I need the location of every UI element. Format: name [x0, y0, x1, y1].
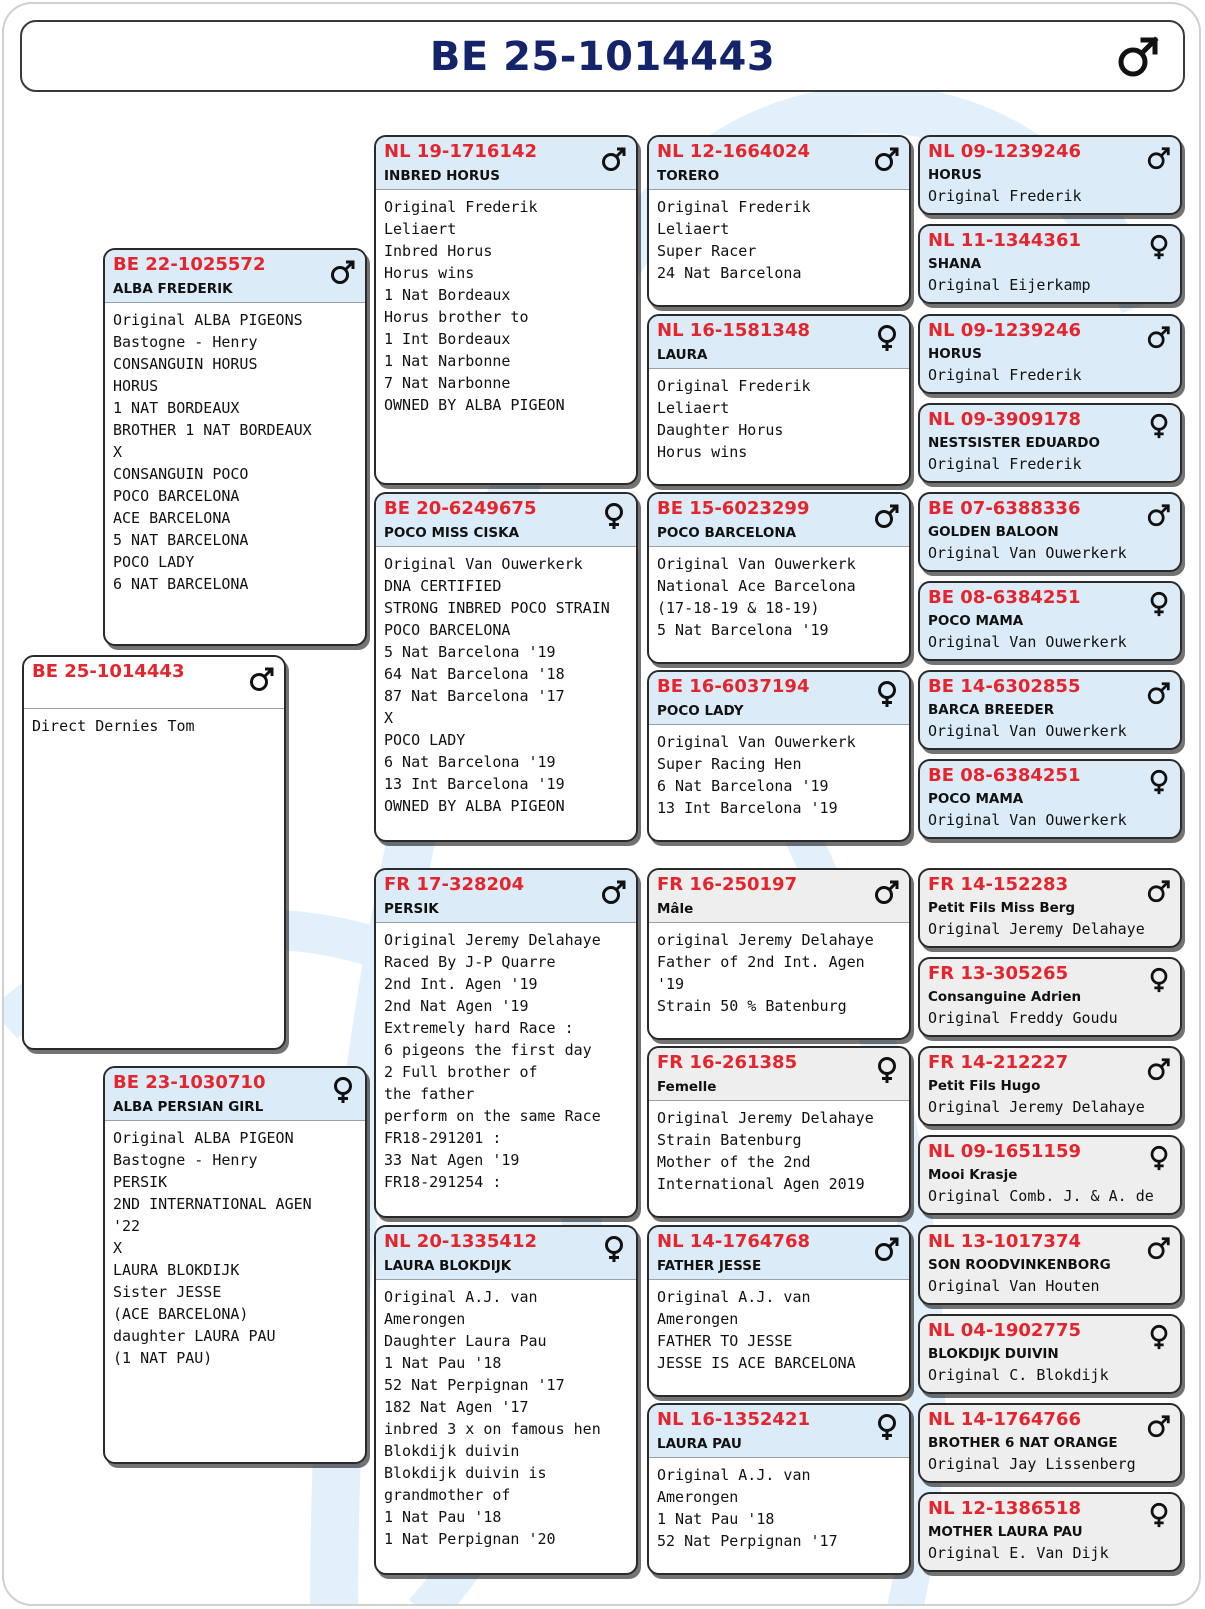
- pigeon-card[interactable]: [103, 248, 367, 646]
- pigeon-card-small[interactable]: [918, 581, 1182, 661]
- ring-number: FR 14-212227: [928, 1052, 1069, 1073]
- note-line: 6 pigeons the first day: [384, 1041, 592, 1059]
- note-line: 7 Nat Narbonne: [384, 374, 511, 392]
- female-symbol-icon: [1146, 967, 1172, 993]
- male-symbol-icon: [1146, 1235, 1172, 1261]
- note-line: POCO LADY: [113, 553, 195, 571]
- female-symbol-icon: [1146, 1145, 1172, 1171]
- note-line: perform on the same Race: [384, 1107, 601, 1125]
- pigeon-name: HORUS: [928, 346, 982, 362]
- male-symbol-icon: [248, 665, 276, 693]
- female-symbol-icon: [1146, 234, 1172, 260]
- card-header: [649, 672, 909, 725]
- pigeon-notes: [376, 190, 636, 416]
- pigeon-note: Original Jeremy Delahaye: [928, 920, 1145, 938]
- note-line: Direct Dernies Tom: [32, 717, 195, 735]
- ring-number: BE 20-6249675: [384, 498, 537, 519]
- note-line: 1 Nat Pau '18: [384, 1508, 502, 1526]
- note-line: Bastogne - Henry: [113, 1151, 258, 1169]
- note-line: 87 Nat Barcelona '17: [384, 687, 565, 705]
- male-symbol-icon: [1146, 502, 1172, 528]
- pigeon-name: Mâle: [657, 901, 694, 917]
- note-line: LAURA BLOKDIJK: [113, 1261, 240, 1279]
- note-line: Original ALBA PIGEON: [113, 1129, 294, 1147]
- pigeon-name: POCO BARCELONA: [657, 525, 797, 541]
- note-line: 13 Int Barcelona '19: [384, 775, 565, 793]
- pigeon-note: Original Frederik: [928, 455, 1082, 473]
- note-line: HORUS: [113, 377, 159, 395]
- pigeon-note: Original Jeremy Delahaye: [928, 1098, 1145, 1116]
- note-line: (ACE BARCELONA): [113, 1305, 249, 1323]
- pigeon-name: PERSIK: [384, 901, 439, 917]
- pigeon-note: Original C. Blokdijk: [928, 1366, 1109, 1384]
- female-symbol-icon: [1146, 1502, 1172, 1528]
- note-line: 33 Nat Agen '19: [384, 1151, 520, 1169]
- male-symbol-icon: [1146, 145, 1172, 171]
- female-symbol-icon: [600, 502, 628, 530]
- pigeon-name: GOLDEN BALOON: [928, 524, 1059, 540]
- pigeon-card[interactable]: [647, 670, 911, 842]
- note-line: STRONG INBRED POCO STRAIN: [384, 599, 610, 617]
- card-header: [649, 1405, 909, 1458]
- note-line: Super Racing Hen: [657, 755, 802, 773]
- pigeon-card[interactable]: [647, 1403, 911, 1575]
- note-line: 1 Int Bordeaux: [384, 330, 511, 348]
- ring-number: NL 11-1344361: [928, 230, 1081, 251]
- note-line: 2 Full brother of: [384, 1063, 538, 1081]
- pigeon-card-small[interactable]: [918, 1046, 1182, 1126]
- male-symbol-icon: [1146, 1056, 1172, 1082]
- pigeon-name: LAURA PAU: [657, 1436, 742, 1452]
- note-line: '22: [113, 1217, 141, 1235]
- note-line: Amerongen: [384, 1310, 466, 1328]
- female-symbol-icon: [873, 324, 901, 352]
- female-symbol-icon: [873, 680, 901, 708]
- pigeon-name: BROTHER 6 NAT ORANGE: [928, 1435, 1118, 1451]
- pigeon-notes: [649, 1280, 909, 1374]
- pigeon-notes: [649, 369, 909, 463]
- pigeon-card-small[interactable]: [918, 1314, 1182, 1394]
- male-symbol-icon: [873, 502, 901, 530]
- pigeon-note: Original Van Houten: [928, 1277, 1100, 1295]
- female-symbol-icon: [1146, 769, 1172, 795]
- note-line: FATHER TO JESSE: [657, 1332, 793, 1350]
- ring-number: BE 08-6384251: [928, 765, 1081, 786]
- note-line: JESSE IS ACE BARCELONA: [657, 1354, 856, 1372]
- note-line: Horus wins: [384, 264, 475, 282]
- pigeon-note: Original Jay Lissenberg: [928, 1455, 1136, 1473]
- ring-number: NL 12-1664024: [657, 141, 810, 162]
- note-line: (17-18-19 & 18-19): [657, 599, 820, 617]
- card-header: [649, 494, 909, 547]
- ring-number: BE 15-6023299: [657, 498, 810, 519]
- note-line: 6 NAT BARCELONA: [113, 575, 249, 593]
- pigeon-name: TORERO: [657, 168, 720, 184]
- male-symbol-icon: [600, 145, 628, 173]
- pigeon-notes: [649, 1458, 909, 1552]
- male-symbol-icon: [1115, 34, 1161, 80]
- pigeon-name: LAURA BLOKDIJK: [384, 1258, 512, 1274]
- note-line: Super Racer: [657, 242, 757, 260]
- pigeon-card[interactable]: [22, 655, 286, 1050]
- female-symbol-icon: [1146, 591, 1172, 617]
- note-line: Bastogne - Henry: [113, 333, 258, 351]
- pigeon-name: ALBA FREDERIK: [113, 281, 233, 297]
- note-line: 6 Nat Barcelona '19: [657, 777, 829, 795]
- pigeon-name: FATHER JESSE: [657, 1258, 762, 1274]
- pigeon-note: Original Freddy Goudu: [928, 1009, 1118, 1027]
- pigeon-name: NESTSISTER EDUARDO: [928, 435, 1100, 451]
- note-line: DNA CERTIFIED: [384, 577, 502, 595]
- ring-number: NL 19-1716142: [384, 141, 537, 162]
- pigeon-note: Original Frederik: [928, 187, 1082, 205]
- note-line: 52 Nat Perpignan '17: [384, 1376, 565, 1394]
- pigeon-note: Original E. Van Dijk: [928, 1544, 1109, 1562]
- ring-number: NL 14-1764768: [657, 1231, 810, 1252]
- pigeon-notes: [376, 923, 636, 1193]
- card-header: [376, 494, 636, 547]
- note-line: Amerongen: [657, 1310, 739, 1328]
- note-line: POCO BARCELONA: [384, 621, 511, 639]
- pigeon-card[interactable]: [374, 135, 638, 485]
- pigeon-note: Original Van Ouwerkerk: [928, 722, 1127, 740]
- note-line: Original A.J. van: [657, 1466, 811, 1484]
- female-symbol-icon: [1146, 413, 1172, 439]
- ring-number: BE 14-6302855: [928, 676, 1081, 697]
- pigeon-card-small[interactable]: [918, 868, 1182, 948]
- pigeon-name: POCO MAMA: [928, 613, 1024, 629]
- pigeon-card-small[interactable]: [918, 759, 1182, 839]
- male-symbol-icon: [329, 258, 357, 286]
- pigeon-card-small[interactable]: [918, 492, 1182, 572]
- pigeon-card[interactable]: [647, 135, 911, 307]
- ring-number: NL 04-1902775: [928, 1320, 1081, 1341]
- pigeon-card[interactable]: [647, 1046, 911, 1218]
- note-line: Raced By J-P Quarre: [384, 953, 556, 971]
- note-line: OWNED BY ALBA PIGEON: [384, 396, 565, 414]
- note-line: 1 Nat Perpignan '20: [384, 1530, 556, 1548]
- pigeon-notes: [24, 709, 284, 737]
- note-line: 24 Nat Barcelona: [657, 264, 802, 282]
- female-symbol-icon: [1146, 1324, 1172, 1350]
- card-header: [105, 250, 365, 303]
- note-line: PERSIK: [113, 1173, 168, 1191]
- pigeon-notes: [649, 547, 909, 641]
- note-line: National Ace Barcelona: [657, 577, 856, 595]
- pigeon-name: Petit Fils Miss Berg: [928, 900, 1076, 916]
- pigeon-name: SON ROODVINKENBORG: [928, 1257, 1111, 1273]
- pigeon-name: Consanguine Adrien: [928, 989, 1082, 1005]
- pigeon-name: BLOKDIJK DUIVIN: [928, 1346, 1059, 1362]
- note-line: Extremely hard Race :: [384, 1019, 574, 1037]
- note-line: Father of 2nd Int. Agen: [657, 953, 865, 971]
- ring-number: BE 07-6388336: [928, 498, 1081, 519]
- card-header: [649, 316, 909, 369]
- pigeon-note: Original Van Ouwerkerk: [928, 811, 1127, 829]
- note-line: 1 NAT BORDEAUX: [113, 399, 240, 417]
- note-line: Daughter Laura Pau: [384, 1332, 547, 1350]
- note-line: POCO BARCELONA: [113, 487, 240, 505]
- ring-number: BE 22-1025572: [113, 254, 266, 275]
- pigeon-name: HORUS: [928, 167, 982, 183]
- pigeon-card-small[interactable]: [918, 1492, 1182, 1572]
- note-line: International Agen 2019: [657, 1175, 865, 1193]
- male-symbol-icon: [873, 1235, 901, 1263]
- note-line: Original A.J. van: [384, 1288, 538, 1306]
- pigeon-card-small[interactable]: [918, 403, 1182, 483]
- note-line: the father: [384, 1085, 475, 1103]
- pigeon-name: MOTHER LAURA PAU: [928, 1524, 1083, 1540]
- pigeon-notes: [376, 1280, 636, 1550]
- pigeon-name: BARCA BREEDER: [928, 702, 1055, 718]
- note-line: daughter LAURA PAU: [113, 1327, 276, 1345]
- male-symbol-icon: [873, 145, 901, 173]
- pigeon-name: LAURA: [657, 347, 708, 363]
- pigeon-card[interactable]: [374, 492, 638, 842]
- note-line: Original Jeremy Delahaye: [384, 931, 601, 949]
- female-symbol-icon: [329, 1076, 357, 1104]
- title-bar: [20, 20, 1185, 92]
- ring-number: NL 12-1386518: [928, 1498, 1081, 1519]
- note-line: Original Jeremy Delahaye: [657, 1109, 874, 1127]
- pigeon-card-small[interactable]: [918, 135, 1182, 215]
- ring-number: NL 14-1764766: [928, 1409, 1081, 1430]
- pigeon-notes: [649, 1101, 909, 1195]
- note-line: 2ND INTERNATIONAL AGEN: [113, 1195, 312, 1213]
- pigeon-name: INBRED HORUS: [384, 168, 500, 184]
- pigeon-card-small[interactable]: [918, 1403, 1182, 1483]
- ring-number: NL 16-1581348: [657, 320, 810, 341]
- note-line: original Jeremy Delahaye: [657, 931, 874, 949]
- pigeon-notes: [105, 1121, 365, 1369]
- pigeon-card-small[interactable]: [918, 957, 1182, 1037]
- pigeon-notes: [649, 725, 909, 819]
- note-line: CONSANGUIN HORUS: [113, 355, 258, 373]
- pigeon-notes: [649, 190, 909, 284]
- male-symbol-icon: [600, 878, 628, 906]
- pigeon-card-small[interactable]: [918, 314, 1182, 394]
- note-line: Sister JESSE: [113, 1283, 222, 1301]
- pigeon-name: Mooi Krasje: [928, 1167, 1018, 1183]
- card-header: [376, 1227, 636, 1280]
- note-line: '19: [657, 975, 685, 993]
- pigeon-note: Original Van Ouwerkerk: [928, 633, 1127, 651]
- female-symbol-icon: [600, 1235, 628, 1263]
- ring-number: NL 13-1017374: [928, 1231, 1081, 1252]
- pigeon-note: Original Comb. J. & A. de: [928, 1187, 1154, 1205]
- pigeon-card[interactable]: [374, 868, 638, 1218]
- note-line: Horus wins: [657, 443, 748, 461]
- card-header: [649, 137, 909, 190]
- female-symbol-icon: [873, 1413, 901, 1441]
- note-line: 1 Nat Narbonne: [384, 352, 511, 370]
- pedigree-title: BE 25-1014443: [429, 34, 776, 80]
- male-symbol-icon: [1146, 324, 1172, 350]
- pigeon-note: Original Van Ouwerkerk: [928, 544, 1127, 562]
- note-line: Original Frederik: [657, 198, 811, 216]
- card-header: [376, 870, 636, 923]
- pigeon-name: POCO LADY: [657, 703, 744, 719]
- pigeon-notes: [105, 303, 365, 595]
- note-line: ACE BARCELONA: [113, 509, 231, 527]
- ring-number: FR 17-328204: [384, 874, 525, 895]
- pigeon-note: Original Frederik: [928, 366, 1082, 384]
- note-line: Mother of the 2nd: [657, 1153, 811, 1171]
- note-line: CONSANGUIN POCO: [113, 465, 249, 483]
- pigeon-card[interactable]: [374, 1225, 638, 1575]
- note-line: 5 NAT BARCELONA: [113, 531, 249, 549]
- note-line: 5 Nat Barcelona '19: [384, 643, 556, 661]
- pigeon-name: ALBA PERSIAN GIRL: [113, 1099, 264, 1115]
- note-line: 64 Nat Barcelona '18: [384, 665, 565, 683]
- note-line: 52 Nat Perpignan '17: [657, 1532, 838, 1550]
- note-line: FR18-291201 :: [384, 1129, 502, 1147]
- pigeon-card-small[interactable]: [918, 224, 1182, 304]
- ring-number: NL 09-1651159: [928, 1141, 1081, 1162]
- note-line: 2nd Nat Agen '19: [384, 997, 529, 1015]
- pigeon-card[interactable]: [647, 314, 911, 486]
- pigeon-card-small[interactable]: [918, 670, 1182, 750]
- note-line: Original Van Ouwerkerk: [657, 555, 856, 573]
- ring-number: FR 16-261385: [657, 1052, 798, 1073]
- note-line: 1 Nat Pau '18: [384, 1354, 502, 1372]
- ring-number: NL 09-1239246: [928, 320, 1081, 341]
- pigeon-name: SHANA: [928, 256, 982, 272]
- ring-number: FR 13-305265: [928, 963, 1069, 984]
- note-line: 1 Nat Pau '18: [657, 1510, 775, 1528]
- note-line: Blokdijk duivin: [384, 1442, 520, 1460]
- note-line: 6 Nat Barcelona '19: [384, 753, 556, 771]
- note-line: 5 Nat Barcelona '19: [657, 621, 829, 639]
- pigeon-name: POCO MAMA: [928, 791, 1024, 807]
- note-line: Original A.J. van: [657, 1288, 811, 1306]
- note-line: FR18-291254 :: [384, 1173, 502, 1191]
- note-line: 1 Nat Bordeaux: [384, 286, 511, 304]
- pigeon-name: Petit Fils Hugo: [928, 1078, 1041, 1094]
- ring-number: BE 16-6037194: [657, 676, 810, 697]
- note-line: 182 Nat Agen '17: [384, 1398, 529, 1416]
- male-symbol-icon: [873, 878, 901, 906]
- note-line: X: [113, 443, 123, 461]
- note-line: Original Van Ouwerkerk: [657, 733, 856, 751]
- card-header: [105, 1068, 365, 1121]
- note-line: X: [384, 709, 394, 727]
- card-header: [649, 1048, 909, 1101]
- note-line: Leliaert: [657, 220, 730, 238]
- note-line: 13 Int Barcelona '19: [657, 799, 838, 817]
- card-header: [649, 870, 909, 923]
- ring-number: NL 09-1239246: [928, 141, 1081, 162]
- note-line: X: [113, 1239, 123, 1257]
- ring-number: FR 16-250197: [657, 874, 798, 895]
- note-line: POCO LADY: [384, 731, 466, 749]
- card-header: [24, 657, 284, 709]
- note-line: grandmother of: [384, 1486, 511, 1504]
- pigeon-notes: [649, 923, 909, 1017]
- pigeon-name: Femelle: [657, 1079, 717, 1095]
- ring-number: BE 08-6384251: [928, 587, 1081, 608]
- note-line: Amerongen: [657, 1488, 739, 1506]
- pigeon-card[interactable]: [647, 492, 911, 664]
- note-line: inbred 3 x on famous hen: [384, 1420, 601, 1438]
- male-symbol-icon: [1146, 878, 1172, 904]
- ring-number: NL 20-1335412: [384, 1231, 537, 1252]
- pigeon-card[interactable]: [647, 868, 911, 1040]
- ring-number: NL 09-3909178: [928, 409, 1081, 430]
- pigeon-card[interactable]: [647, 1225, 911, 1397]
- note-line: Horus brother to: [384, 308, 529, 326]
- ring-number: BE 25-1014443: [32, 661, 185, 682]
- pigeon-card[interactable]: [103, 1066, 367, 1464]
- ring-number: BE 23-1030710: [113, 1072, 266, 1093]
- pigeon-notes: [376, 547, 636, 817]
- ring-number: FR 14-152283: [928, 874, 1069, 895]
- note-line: Leliaert: [384, 220, 457, 238]
- pigeon-name: POCO MISS CISKA: [384, 525, 520, 541]
- female-symbol-icon: [873, 1056, 901, 1084]
- note-line: Original ALBA PIGEONS: [113, 311, 303, 329]
- male-symbol-icon: [1146, 680, 1172, 706]
- note-line: OWNED BY ALBA PIGEON: [384, 797, 565, 815]
- pigeon-card-small[interactable]: [918, 1135, 1182, 1215]
- pigeon-card-small[interactable]: [918, 1225, 1182, 1305]
- card-header: [649, 1227, 909, 1280]
- ring-number: NL 16-1352421: [657, 1409, 810, 1430]
- male-symbol-icon: [1146, 1413, 1172, 1439]
- note-line: BROTHER 1 NAT BORDEAUX: [113, 421, 312, 439]
- note-line: Blokdijk duivin is: [384, 1464, 547, 1482]
- note-line: 2nd Int. Agen '19: [384, 975, 538, 993]
- note-line: Inbred Horus: [384, 242, 493, 260]
- pigeon-note: Original Eijerkamp: [928, 276, 1091, 294]
- note-line: Strain Batenburg: [657, 1131, 802, 1149]
- note-line: (1 NAT PAU): [113, 1349, 213, 1367]
- note-line: Daughter Horus: [657, 421, 784, 439]
- note-line: Original Frederik: [384, 198, 538, 216]
- note-line: Original Van Ouwerkerk: [384, 555, 583, 573]
- note-line: Strain 50 % Batenburg: [657, 997, 847, 1015]
- note-line: Leliaert: [657, 399, 730, 417]
- note-line: Original Frederik: [657, 377, 811, 395]
- card-header: [376, 137, 636, 190]
